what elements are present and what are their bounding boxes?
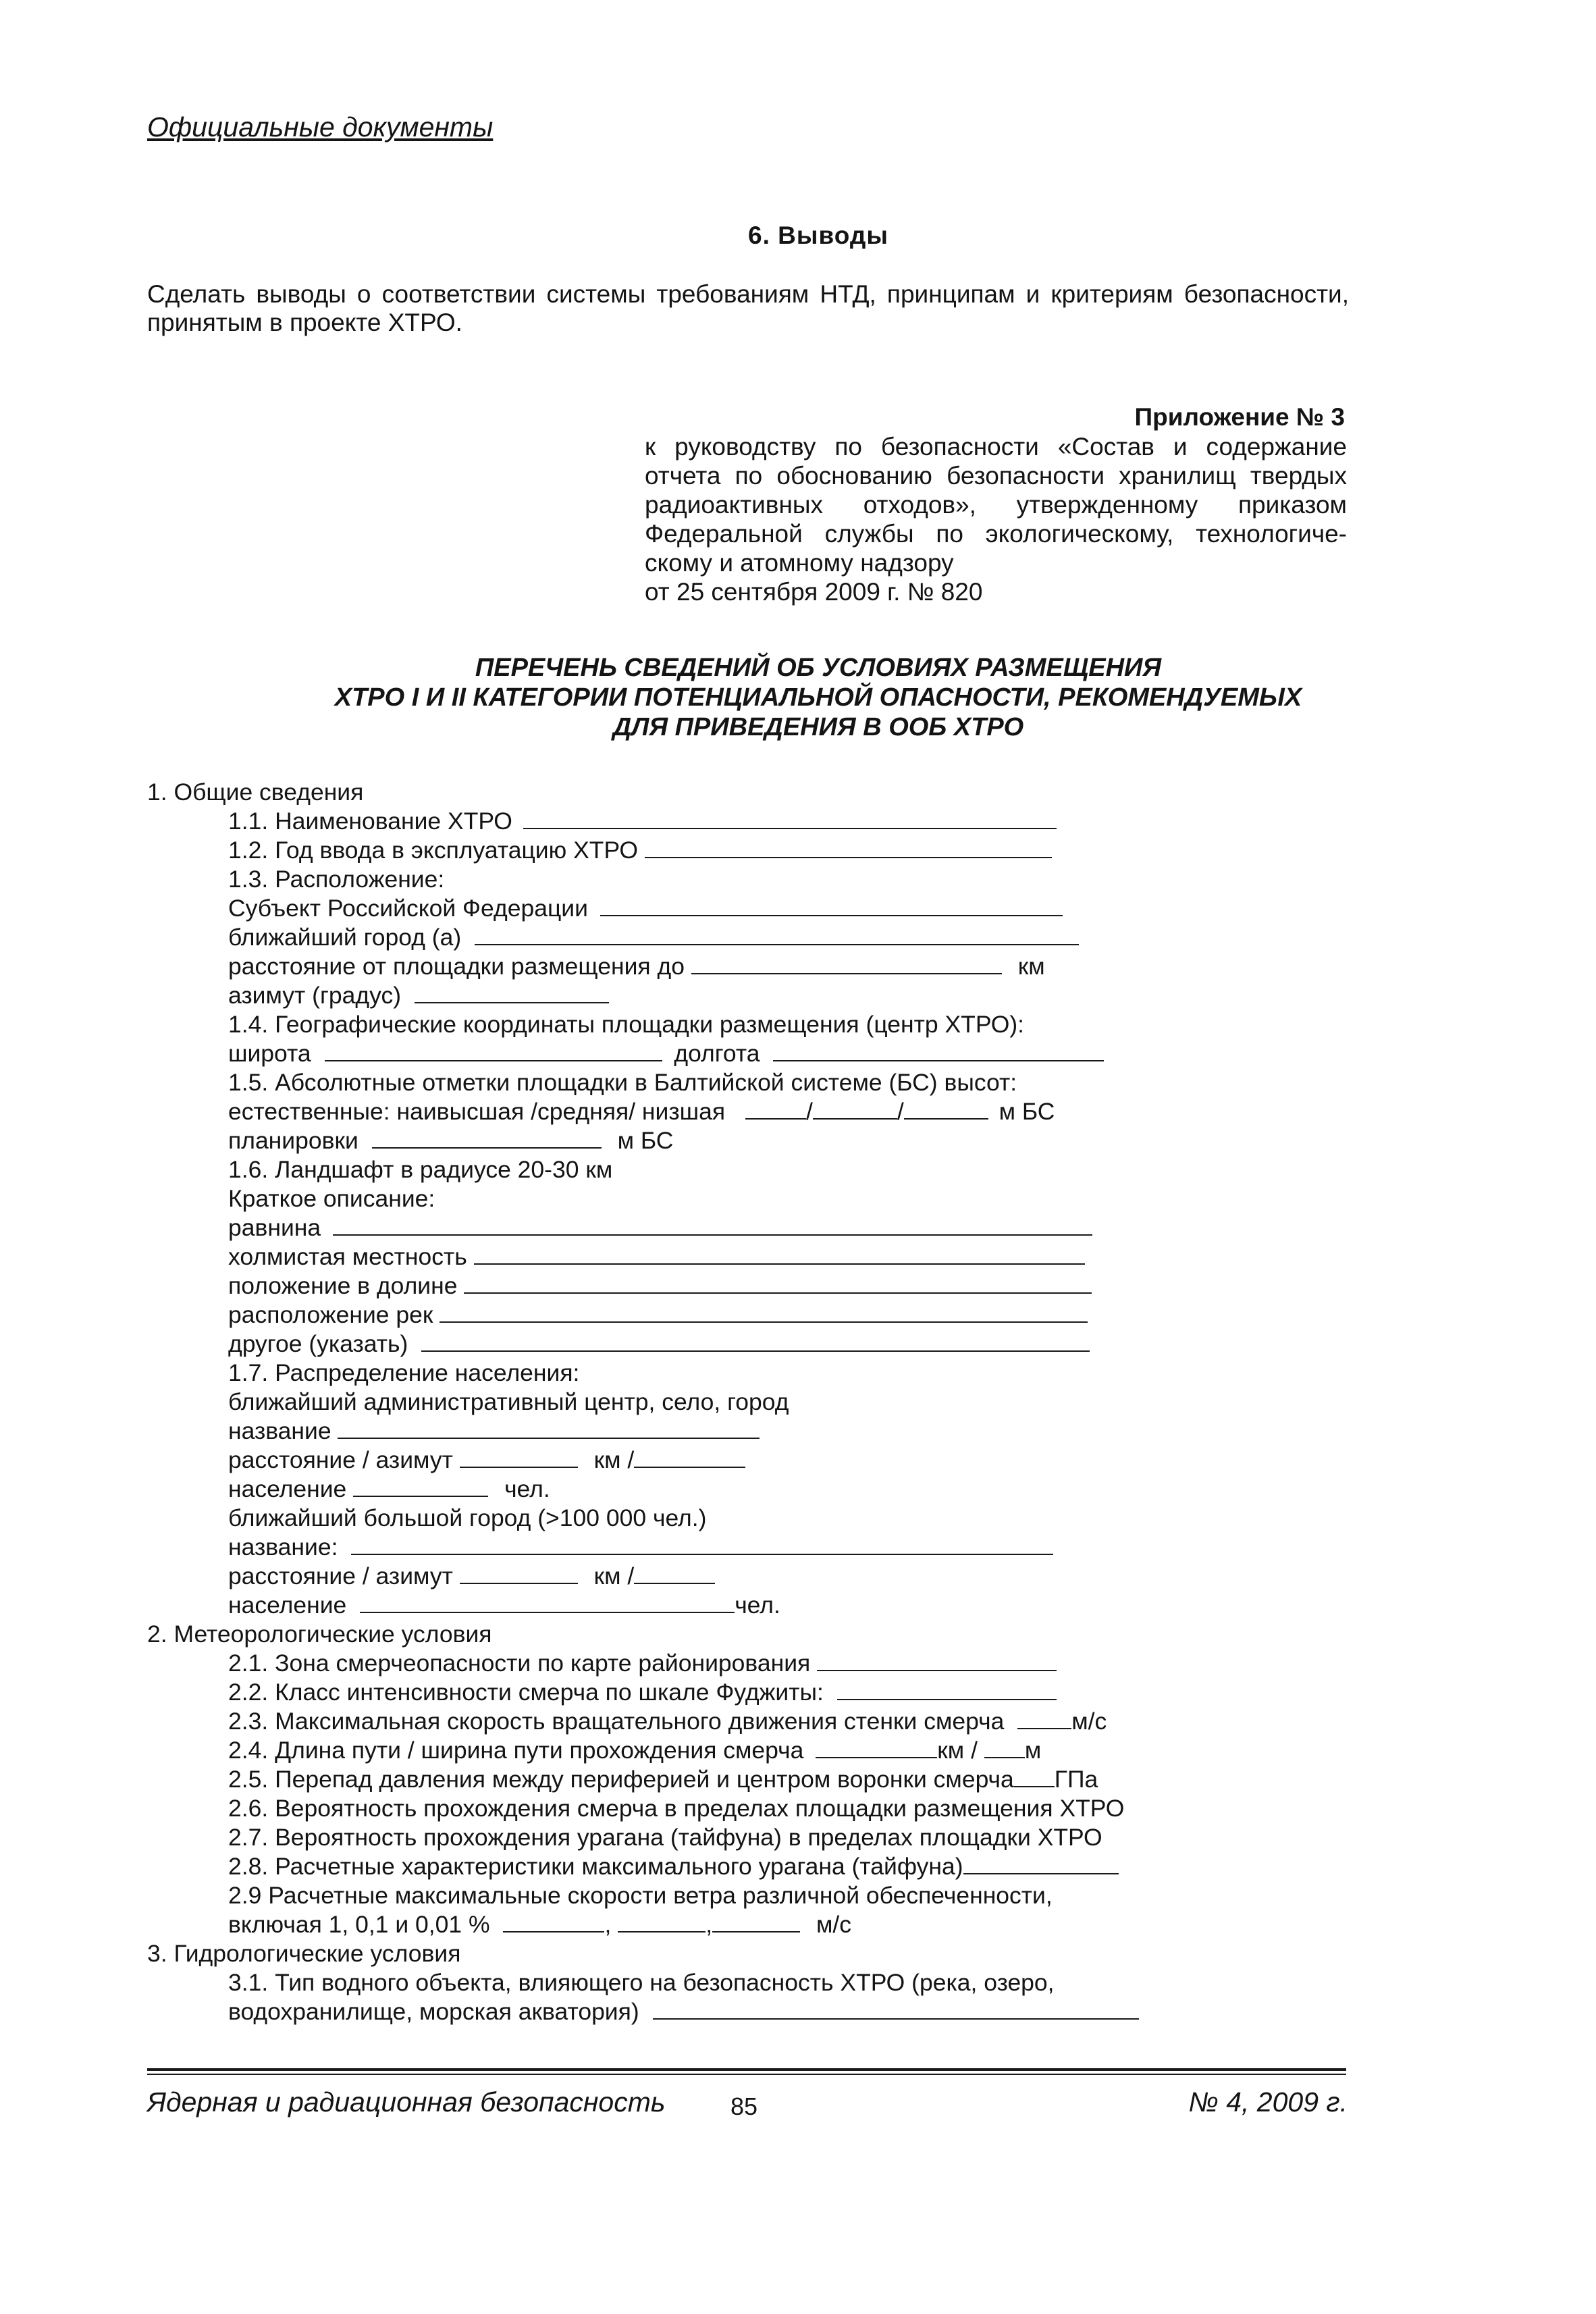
form-row-city-distance <box>228 1562 715 1591</box>
field-label: 2.5. Перепад давления между периферией и центром воронки смерча <box>228 1766 1014 1793</box>
unit-label: м/с <box>816 1911 851 1938</box>
separator: , <box>706 1911 713 1938</box>
form-row-coords: 1.4. Географические координаты площадки размещения (центр ХТРО): <box>228 1011 1025 1038</box>
fill-blank[interactable] <box>460 1562 578 1584</box>
form-row-valley <box>228 1271 1092 1300</box>
form-row-water-type: 3.1. Тип водного объекта, влияющего на безопасность ХТРО (река, озеро, <box>228 1969 1055 1996</box>
field-label: холмистая местность <box>228 1243 467 1270</box>
fill-blank[interactable] <box>325 1040 662 1061</box>
document-title <box>0 653 1596 742</box>
fill-blank[interactable] <box>523 808 1057 829</box>
fill-blank[interactable] <box>600 895 1063 916</box>
fill-blank[interactable] <box>816 1737 937 1758</box>
form-row-landscape: 1.6. Ландшафт в радиусе 20-30 км <box>228 1156 613 1183</box>
unit-label: м БС <box>999 1098 1055 1125</box>
fill-blank[interactable] <box>474 1243 1085 1265</box>
field-label: расстояние от площадки размещения до <box>228 953 685 980</box>
unit-label: м/с <box>1071 1708 1107 1735</box>
appendix-line: скому и атомному надзору <box>645 549 954 577</box>
field-label: население <box>228 1592 347 1619</box>
form-row-admin-distance <box>228 1446 745 1475</box>
field-label: 2.2. Класс интенсивности смерча по шкале Фуджиты: <box>228 1679 824 1706</box>
appendix-line: Федеральной службы по экологическому, технологиче- <box>645 520 1347 548</box>
form-row-population-distr: 1.7. Распределение населения: <box>228 1359 580 1386</box>
form-row-admin-population <box>228 1475 550 1504</box>
fill-blank[interactable] <box>351 1533 1053 1555</box>
fill-blank[interactable] <box>372 1127 602 1149</box>
form-row-hilly <box>228 1242 1085 1271</box>
field-label: 1.2. Год ввода в эксплуатацию ХТРО <box>228 837 638 864</box>
section-2-heading: 2. Метеорологические условия <box>147 1621 492 1648</box>
form-row-path <box>228 1736 1041 1765</box>
appendix-line: отчета по обоснованию безопасности хранилищ твердых <box>645 462 1347 490</box>
unit-label: км <box>1017 953 1045 980</box>
field-label: равнина <box>228 1214 321 1241</box>
fill-blank[interactable] <box>333 1214 1092 1236</box>
unit-label: км / <box>593 1562 635 1589</box>
field-label: широта <box>228 1040 311 1067</box>
fill-blank[interactable] <box>817 1650 1057 1671</box>
form-row-elevations: 1.5. Абсолютные отметки площадки в Балтийской системе (БС) высот: <box>228 1069 1017 1096</box>
separator: , <box>604 1911 612 1938</box>
form-row-year <box>228 836 1052 865</box>
fill-blank[interactable] <box>353 1475 488 1497</box>
field-label: расстояние / азимут <box>228 1446 453 1473</box>
form-row-short-desc: Краткое описание: <box>228 1185 435 1212</box>
appendix-label: Приложение № 3 <box>1134 403 1345 431</box>
field-label: 2.4. Длина пути / ширина пути прохождения смерча <box>228 1737 804 1764</box>
field-label: население <box>228 1475 347 1502</box>
footer-rule <box>147 2074 1346 2075</box>
field-label: другое (указать) <box>228 1330 408 1357</box>
fill-blank[interactable] <box>963 1853 1119 1874</box>
form-row-name <box>228 807 1057 836</box>
unit-label: м <box>1024 1737 1042 1764</box>
fill-blank[interactable] <box>618 1911 706 1932</box>
fill-blank[interactable] <box>645 837 1052 858</box>
form-row-nearest-city <box>228 923 1079 952</box>
separator: / <box>805 1098 813 1125</box>
form-row-plain <box>228 1213 1092 1242</box>
fill-blank[interactable] <box>773 1040 1104 1061</box>
fill-blank[interactable] <box>904 1098 988 1120</box>
unit-label: км / <box>593 1446 635 1473</box>
field-label: название: <box>228 1533 338 1560</box>
form-row-hurricane-chars <box>228 1852 1119 1881</box>
footer-issue: № 4, 2009 г. <box>1188 2086 1348 2118</box>
form-row-rivers <box>228 1300 1088 1330</box>
form-row-hurricane-prob: 2.7. Вероятность прохождения урагана (тайфуна) в пределах площадки ХТРО <box>228 1824 1102 1851</box>
field-label: 2.1. Зона смерчеопасности по карте районирования <box>228 1650 811 1677</box>
fill-blank[interactable] <box>653 1998 1139 2020</box>
document-title-line: ДЛЯ ПРИВЕДЕНИЯ В ООБ ХТРО <box>612 713 1024 741</box>
fill-blank[interactable] <box>440 1301 1088 1323</box>
field-label: водохранилище, морская акватория) <box>228 1998 639 2025</box>
fill-blank[interactable] <box>712 1911 800 1932</box>
document-title-line: ПЕРЕЧЕНЬ СВЕДЕНИЙ ОБ УСЛОВИЯХ РАЗМЕЩЕНИЯ <box>475 654 1162 682</box>
section-1-heading: 1. Общие сведения <box>147 779 364 806</box>
fill-blank[interactable] <box>837 1679 1057 1700</box>
field-label: Субъект Российской Федерации <box>228 895 588 922</box>
field-label: естественные: наивысшая /средняя/ низшая <box>228 1098 726 1125</box>
form-row-pressure <box>228 1765 1098 1794</box>
form-row-other <box>228 1330 1090 1359</box>
unit-label: ГПа <box>1054 1766 1098 1793</box>
form-row-distance <box>228 952 1045 981</box>
section-6-text: Сделать выводы о соответствии системы требованиям НТД, принципам и критериям безопасности, принятым в проекте ХТРО. <box>147 280 1349 336</box>
fill-blank[interactable] <box>813 1098 897 1120</box>
section-6-title: 6. Выводы <box>748 221 888 249</box>
form-row-wind-speeds: 2.9 Расчетные максимальные скорости ветра различной обеспеченности, <box>228 1882 1053 1909</box>
fill-blank[interactable] <box>745 1098 806 1120</box>
appendix-line: радиоактивных отходов», утвержденному приказом <box>645 491 1347 519</box>
appendix-description <box>645 432 1347 606</box>
field-label: 2.3. Максимальная скорость вращательного движения стенки смерча <box>228 1708 1005 1735</box>
form-row-big-city: ближайший большой город (>100 000 чел.) <box>228 1504 707 1531</box>
field-label: ближайший город (а) <box>228 924 462 951</box>
form-row-max-speed <box>228 1707 1107 1736</box>
form-row-location: 1.3. Расположение: <box>228 866 445 893</box>
fill-blank[interactable] <box>503 1911 604 1932</box>
fill-blank[interactable] <box>691 953 1002 974</box>
form-row-city-name <box>228 1533 1053 1562</box>
field-label: включая 1, 0,1 и 0,01 % <box>228 1911 490 1938</box>
fill-blank[interactable] <box>984 1737 1025 1758</box>
unit-label: чел. <box>735 1592 780 1619</box>
form-row-admin-name <box>228 1417 760 1446</box>
fill-blank[interactable] <box>421 1330 1090 1352</box>
footer-rule <box>147 2068 1346 2071</box>
unit-label: чел. <box>504 1475 550 1502</box>
form-row-azimuth <box>228 981 609 1010</box>
field-label: положение в долине <box>228 1272 458 1299</box>
document-title-line: ХТРО I И II КАТЕГОРИИ ПОТЕНЦИАЛЬНОЙ ОПАСНОСТИ, РЕКОМЕНДУЕМЫХ <box>334 683 1302 712</box>
fill-blank[interactable] <box>634 1562 715 1584</box>
field-label: название <box>228 1417 331 1444</box>
form-row-natural <box>228 1097 1055 1126</box>
fill-blank[interactable] <box>338 1417 760 1439</box>
field-label: долгота <box>674 1040 760 1067</box>
form-row-fujita <box>228 1678 1057 1707</box>
form-row-planning <box>228 1126 673 1155</box>
footer-page-number: 85 <box>730 2093 758 2120</box>
form-row-tornado-prob: 2.6. Вероятность прохождения смерча в пределах площадки размещения ХТРО <box>228 1795 1125 1822</box>
field-label: 2.8. Расчетные характеристики максимального урагана (тайфуна) <box>228 1853 963 1880</box>
unit-label: км / <box>937 1737 978 1764</box>
fill-blank[interactable] <box>464 1272 1092 1294</box>
fill-blank[interactable] <box>475 924 1079 945</box>
fill-blank[interactable] <box>360 1592 735 1613</box>
section-3-heading: 3. Гидрологические условия <box>147 1940 461 1967</box>
appendix-line: от 25 сентября 2009 г. № 820 <box>645 578 983 606</box>
section-header: Официальные документы <box>147 111 494 142</box>
form-row-city-population <box>228 1591 780 1620</box>
form-row-subject <box>228 894 1063 923</box>
fill-blank[interactable] <box>415 982 609 1003</box>
field-label: азимут (градус) <box>228 982 402 1009</box>
fill-blank[interactable] <box>1014 1766 1055 1787</box>
form-row-lat-lon <box>228 1039 1104 1068</box>
form-row-admin-center: ближайший административный центр, село, город <box>228 1388 789 1415</box>
footer-journal: Ядерная и радиационная безопасность <box>147 2086 666 2118</box>
unit-label: м БС <box>617 1127 674 1154</box>
form-row-tornado-zone <box>228 1649 1057 1678</box>
fill-blank[interactable] <box>1017 1708 1071 1729</box>
appendix-line: к руководству по безопасности «Состав и содержание <box>645 433 1347 461</box>
field-label: планировки <box>228 1127 358 1154</box>
form-row-wind-incl <box>228 1910 851 1939</box>
field-label: 1.1. Наименование ХТРО <box>228 808 512 835</box>
separator: / <box>897 1098 904 1125</box>
field-label: расстояние / азимут <box>228 1562 453 1589</box>
fill-blank[interactable] <box>634 1446 745 1468</box>
form-row-water-type-cont <box>228 1997 1139 2026</box>
fill-blank[interactable] <box>460 1446 578 1468</box>
field-label: расположение рек <box>228 1301 433 1328</box>
